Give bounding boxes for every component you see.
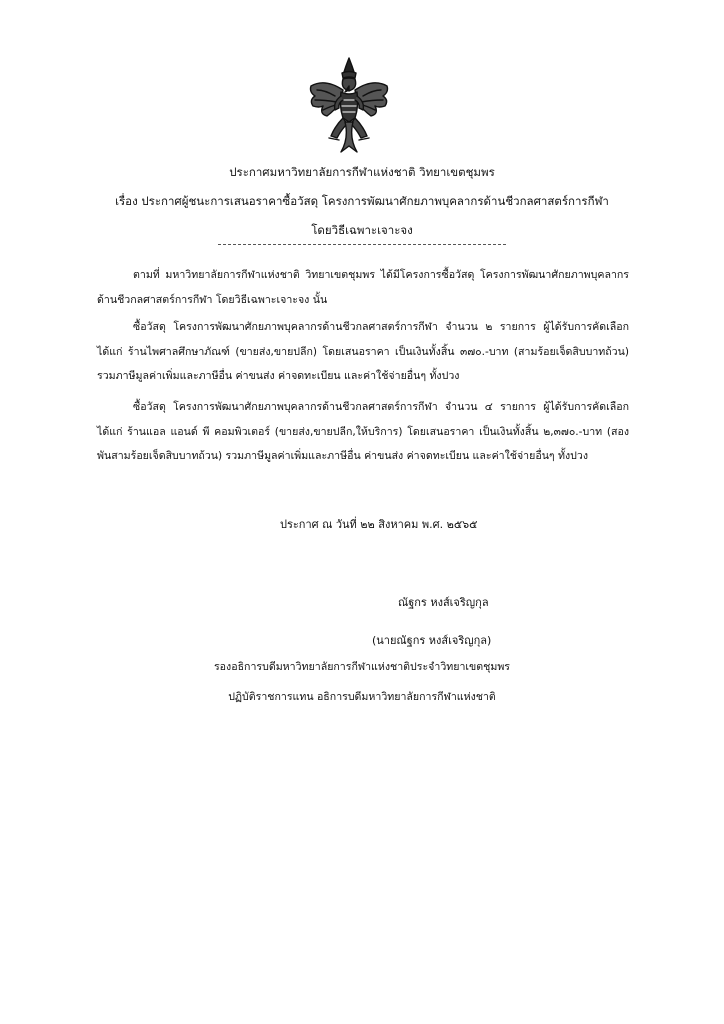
- signature: ณัฐกร หงส์เจริญกุล: [398, 596, 489, 609]
- signer-position: รองอธิการบดีมหาวิทยาลัยการกีฬาแห่งชาติประจำวิทยาเขตชุมพร: [213, 661, 510, 673]
- intro-paragraph: ตามที่ มหาวิทยาลัยการกีฬาแห่งชาติ วิทยาเขตชุมพร ได้มีโครงการซื้อวัสดุ โครงการพัฒนาศักยภาพบุคลากรด้านชีวกลศาสตร์การกีฬา โดยวิธีเฉพาะเจาะจง นั้น: [97, 269, 629, 306]
- announcement-subject: เรื่อง ประกาศผู้ชนะการเสนอราคาซื้อวัสดุ โครงการพัฒนาศักยภาพบุคลากรด้านชีวกลศาสตร์การกีฬา: [115, 194, 609, 208]
- award-paragraph-1: ซื้อวัสดุ โครงการพัฒนาศักยภาพบุคลากรด้านชีวกลศาสตร์การกีฬา จำนวน ๒ รายการ ผู้ได้รับการคัดเลือก ได้แก่ ร้านไพศาลศึกษาภัณฑ์ (ขายส่ง,ขายปลีก) โดยเสนอราคา เป็นเงินทั้งสิ้น ๓๗๐.-บาท (สามร้อยเจ็ดสิบบาทถ้วน) รวมภาษีมูลค่าเพิ่มและภาษีอื่น ค่าขนส่ง ค่าจดทะเบียน และค่าใช้จ่ายอื่นๆ ทั้งปวง: [97, 321, 629, 382]
- signer-name: (นายณัฐกร หงส์เจริญกุล): [372, 634, 492, 647]
- garuda-emblem-icon: [305, 56, 393, 156]
- signer-acting-position: ปฏิบัติราชการแทน อธิการบดีมหาวิทยาลัยการกีฬาแห่งชาติ: [228, 691, 496, 703]
- announcement-title: ประกาศมหาวิทยาลัยการกีฬาแห่งชาติ วิทยาเขตชุมพร: [229, 165, 495, 179]
- procurement-method: โดยวิธีเฉพาะเจาะจง: [311, 223, 413, 237]
- separator-line: [218, 244, 506, 245]
- announcement-date: ประกาศ ณ วันที่ ๒๒ สิงหาคม พ.ศ. ๒๕๖๕: [280, 518, 478, 531]
- award-paragraph-2: ซื้อวัสดุ โครงการพัฒนาศักยภาพบุคลากรด้านชีวกลศาสตร์การกีฬา จำนวน ๔ รายการ ผู้ได้รับการคัดเลือก ได้แก่ ร้านแอล แอนด์ พี คอมพิวเตอร์ (ขายส่ง,ขายปลีก,ให้บริการ) โดยเสนอราคา เป็นเงินทั้งสิ้น ๒,๓๗๐.-บาท (สองพันสามร้อยเจ็ดสิบบาทถ้วน) รวมภาษีมูลค่าเพิ่มและภาษีอื่น ค่าขนส่ง ค่าจดทะเบียน และค่าใช้จ่ายอื่นๆ ทั้งปวง: [97, 401, 629, 462]
